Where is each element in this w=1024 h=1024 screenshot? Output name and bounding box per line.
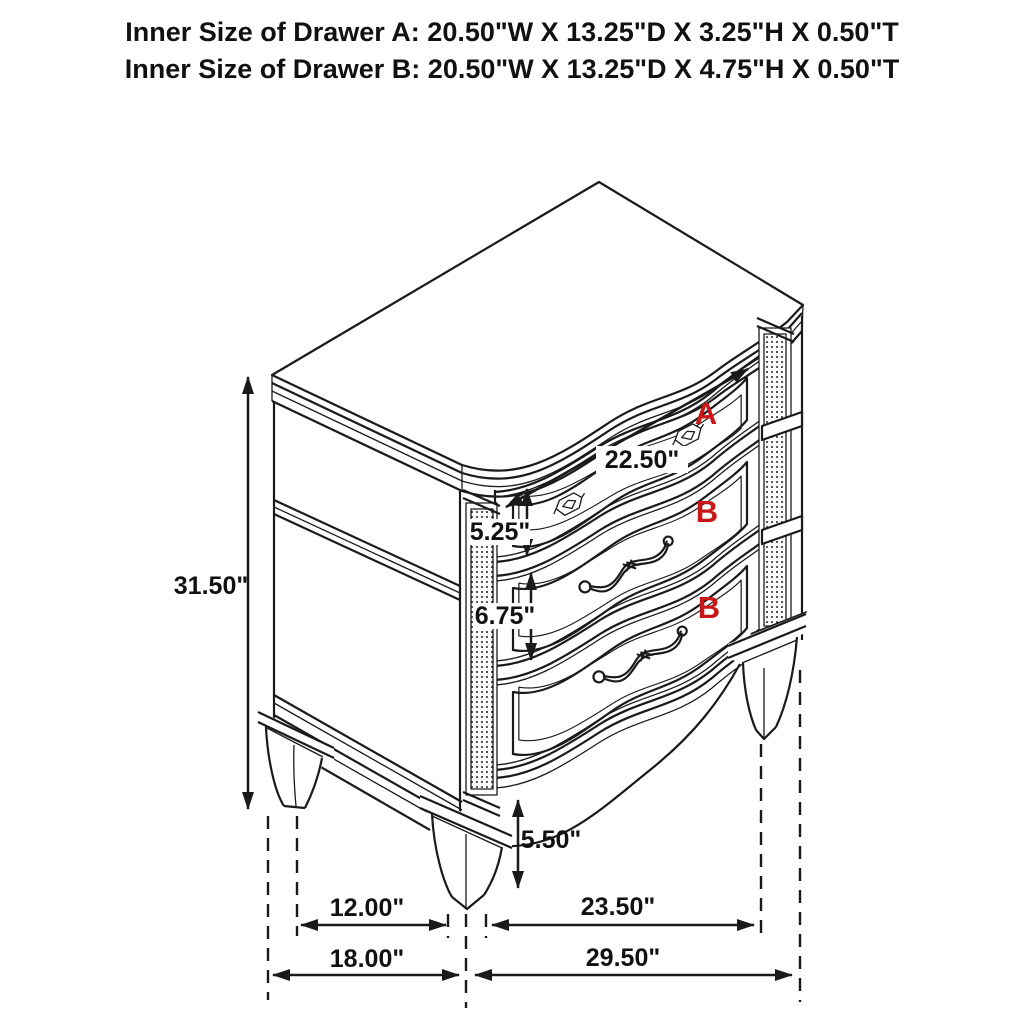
drawer-a-knob-left	[549, 490, 589, 519]
pilaster-right	[751, 316, 807, 644]
dim-overall-width-label: 29.50"	[585, 944, 661, 972]
top-surface	[272, 182, 803, 471]
header-line-1: Inner Size of Drawer A: 20.50"W X 13.25"D X 3.25"H X 0.50"T	[125, 17, 899, 47]
dim-overall-depth-label: 18.00"	[329, 945, 405, 973]
drawer-b-middle-label: B	[695, 494, 719, 529]
header-line-2: Inner Size of Drawer B: 20.50"W X 13.25"D X 4.75"H X 0.50"T	[124, 54, 900, 84]
dim-overall-height-label: 31.50"	[173, 572, 249, 600]
leg-back-left	[258, 710, 334, 808]
drawer-b-bottom-label: B	[697, 590, 721, 625]
side-rail	[274, 500, 460, 600]
dim-drawer-b-height-label: 6.75"	[474, 602, 536, 630]
dim-drawer-width-label: 22.50"	[604, 446, 680, 474]
dim-drawer-width	[506, 369, 748, 507]
dim-leg-spacing-side-label: 12.00"	[329, 894, 405, 922]
dim-leg-height-label: 5.50"	[520, 826, 582, 854]
dim-leg-spacing-front-label: 23.50"	[580, 893, 656, 921]
drawer-a-label: A	[694, 396, 718, 431]
dim-drawer-a-height-label: 5.25"	[469, 518, 531, 546]
leg-front-right	[728, 612, 808, 740]
leg-front-center	[420, 794, 512, 910]
drawer-letter-labels	[695, 396, 720, 625]
furniture-art	[258, 182, 808, 1008]
